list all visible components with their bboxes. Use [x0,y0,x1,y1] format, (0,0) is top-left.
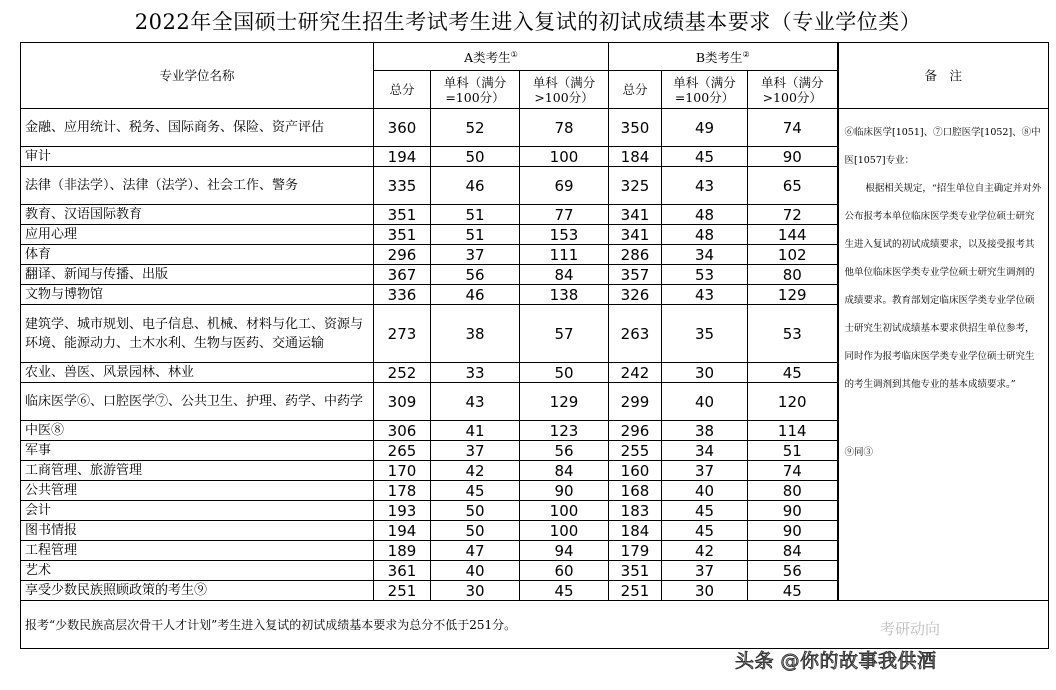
score-cell-a-single-gt100: 129 [520,383,609,421]
score-cell-b-single-gt100: 51 [748,441,838,461]
header-a-single-100: 单科（满分 =100分） [431,71,520,109]
header-b-single-100: 单科（满分 =100分） [662,71,748,109]
score-cell-b-single-100: 43 [662,285,748,305]
score-cell-a-single-100: 42 [431,461,520,481]
header-group-b: B类考生② [609,43,838,71]
score-cell-a-single-100: 51 [431,205,520,225]
score-cell-a-single-100: 37 [431,441,520,461]
score-cell-a-total: 306 [374,421,431,441]
score-cell-a-total: 252 [374,363,431,383]
score-cell-a-single-gt100: 100 [520,147,609,167]
score-table [20,42,1049,649]
score-cell-a-total: 251 [374,581,431,601]
watermark: 头条 @你的故事我供酒 [735,650,937,672]
score-cell-a-single-gt100: 60 [520,561,609,581]
score-cell-a-single-100: 33 [431,363,520,383]
score-cell-a-single-gt100: 84 [520,461,609,481]
score-cell-b-single-gt100: 129 [748,285,838,305]
score-cell-a-single-100: 45 [431,481,520,501]
major-name-cell: 农业、兽医、风景园林、林业 [21,363,374,383]
score-cell-a-single-gt100: 78 [520,109,609,147]
score-cell-b-single-100: 37 [662,461,748,481]
score-cell-a-total: 351 [374,225,431,245]
major-name-cell: 建筑学、城市规划、电子信息、机械、材料与化工、资源与环境、能源动力、土木水利、生物与医药、交通运输 [21,305,374,363]
score-cell-b-single-gt100: 45 [748,363,838,383]
score-cell-b-single-100: 34 [662,245,748,265]
score-cell-b-single-100: 45 [662,147,748,167]
remark-p1: ⑥临床医学[1051]、⑦口腔医学[1052]、⑧中医[1057]专业： [844,127,1041,166]
score-cell-b-total: 341 [609,205,662,225]
score-cell-a-single-100: 47 [431,541,520,561]
table-row [21,109,1049,147]
remark-p2: 根据相关规定，“招生单位自主确定并对外公布报考本单位临床医学类专业学位硕士研究生进入复试的初试成绩要求，以及接受报考其他单位临床医学类专业学位硕士研究生调剂的成绩要求。教育部划定临床医学类专业学位硕士研究生初试成绩基本要求供招生单位参考，同时作为报考临床医学类专业学位硕士研究生的考生调剂到其他专业的基本成绩要求。” [844,183,1042,390]
score-cell-b-single-gt100: 72 [748,205,838,225]
score-cell-a-total: 336 [374,285,431,305]
score-cell-a-total: 273 [374,305,431,363]
score-cell-b-single-gt100: 144 [748,225,838,245]
score-cell-b-total: 184 [609,147,662,167]
score-cell-b-single-gt100: 90 [748,147,838,167]
header-b-single-gt100: 单科（满分 >100分） [748,71,838,109]
score-cell-b-total: 179 [609,541,662,561]
major-name-cell: 艺术 [21,561,374,581]
score-cell-b-single-gt100: 84 [748,541,838,561]
score-cell-b-single-100: 34 [662,441,748,461]
major-name-cell: 工商管理、旅游管理 [21,461,374,481]
major-name-cell: 享受少数民族照顾政策的考生⑨ [21,581,374,601]
score-cell-b-single-100: 49 [662,109,748,147]
remark-cell [838,109,1049,601]
major-name-cell: 会计 [21,501,374,521]
score-cell-a-single-100: 38 [431,305,520,363]
score-cell-a-single-gt100: 153 [520,225,609,245]
major-name-cell: 图书情报 [21,521,374,541]
score-cell-b-single-100: 45 [662,501,748,521]
major-name-cell: 法律（非法学）、法律（法学）、社会工作、警务 [21,167,374,205]
score-cell-b-single-100: 30 [662,581,748,601]
score-cell-b-total: 251 [609,581,662,601]
score-cell-a-total: 265 [374,441,431,461]
score-cell-b-total: 299 [609,383,662,421]
score-cell-a-total: 360 [374,109,431,147]
score-cell-b-single-gt100: 74 [748,109,838,147]
score-cell-b-single-100: 53 [662,265,748,285]
score-cell-b-single-gt100: 74 [748,461,838,481]
score-cell-a-single-gt100: 90 [520,481,609,501]
score-cell-b-total: 286 [609,245,662,265]
score-cell-a-single-gt100: 123 [520,421,609,441]
score-cell-b-total: 168 [609,481,662,501]
score-cell-b-total: 242 [609,363,662,383]
major-name-cell: 工程管理 [21,541,374,561]
score-cell-a-total: 296 [374,245,431,265]
score-cell-b-total: 351 [609,561,662,581]
score-cell-b-total: 296 [609,421,662,441]
score-cell-b-total: 263 [609,305,662,363]
major-name-cell: 翻译、新闻与传播、出版 [21,265,374,285]
score-cell-b-single-100: 35 [662,305,748,363]
score-cell-a-single-100: 37 [431,245,520,265]
watermark-secondary: 考研动向 [880,620,941,638]
header-a-single-gt100: 单科（满分 >100分） [520,71,609,109]
score-cell-a-single-gt100: 100 [520,521,609,541]
score-cell-b-single-gt100: 90 [748,501,838,521]
score-cell-a-single-gt100: 57 [520,305,609,363]
major-name-cell: 应用心理 [21,225,374,245]
score-cell-a-single-gt100: 138 [520,285,609,305]
score-cell-b-total: 255 [609,441,662,461]
score-cell-a-single-gt100: 84 [520,265,609,285]
header-b-total: 总分 [609,71,662,109]
score-cell-a-single-gt100: 100 [520,501,609,521]
score-cell-b-single-gt100: 80 [748,481,838,501]
score-cell-b-single-100: 40 [662,383,748,421]
score-cell-a-total: 367 [374,265,431,285]
score-cell-a-single-100: 50 [431,501,520,521]
score-cell-b-single-100: 30 [662,363,748,383]
score-cell-b-single-gt100: 56 [748,561,838,581]
score-cell-b-single-100: 38 [662,421,748,441]
header-a-total: 总分 [374,71,431,109]
remark-p3: ⑨同③ [844,447,874,458]
score-cell-a-total: 170 [374,461,431,481]
score-cell-b-single-100: 43 [662,167,748,205]
score-cell-a-single-100: 41 [431,421,520,441]
score-cell-b-single-100: 48 [662,225,748,245]
major-name-cell: 体育 [21,245,374,265]
score-cell-a-single-gt100: 45 [520,581,609,601]
score-cell-a-single-100: 46 [431,285,520,305]
major-name-cell: 中医⑧ [21,421,374,441]
major-name-cell: 教育、汉语国际教育 [21,205,374,225]
major-name-cell: 金融、应用统计、税务、国际商务、保险、资产评估 [21,109,374,147]
score-cell-a-single-gt100: 77 [520,205,609,225]
score-cell-a-single-100: 51 [431,225,520,245]
score-cell-a-total: 194 [374,147,431,167]
page-title: 2022年全国硕士研究生招生考试考生进入复试的初试成绩基本要求（专业学位类） [134,10,922,34]
score-cell-a-total: 189 [374,541,431,561]
score-cell-b-single-gt100: 80 [748,265,838,285]
score-cell-b-single-gt100: 102 [748,245,838,265]
major-name-cell: 公共管理 [21,481,374,501]
score-cell-a-single-100: 50 [431,147,520,167]
header-group-a: A类考生① [374,43,609,71]
score-cell-a-single-gt100: 56 [520,441,609,461]
major-name-cell: 文物与博物馆 [21,285,374,305]
score-cell-a-total: 194 [374,521,431,541]
score-cell-b-total: 341 [609,225,662,245]
score-cell-b-total: 160 [609,461,662,481]
score-cell-a-single-100: 46 [431,167,520,205]
score-cell-a-single-gt100: 94 [520,541,609,561]
score-cell-a-single-100: 50 [431,521,520,541]
score-cell-a-single-100: 52 [431,109,520,147]
score-cell-a-single-100: 30 [431,581,520,601]
score-cell-a-single-gt100: 50 [520,363,609,383]
score-cell-b-single-gt100: 65 [748,167,838,205]
score-cell-b-single-100: 42 [662,541,748,561]
score-cell-a-total: 193 [374,501,431,521]
score-cell-b-total: 183 [609,501,662,521]
major-name-cell: 军事 [21,441,374,461]
score-cell-b-single-gt100: 53 [748,305,838,363]
score-cell-b-single-100: 37 [662,561,748,581]
score-cell-b-total: 357 [609,265,662,285]
score-cell-a-total: 361 [374,561,431,581]
score-cell-b-total: 325 [609,167,662,205]
major-name-cell: 审计 [21,147,374,167]
score-cell-b-single-gt100: 45 [748,581,838,601]
major-name-cell: 临床医学⑥、口腔医学⑦、公共卫生、护理、药学、中药学 [21,383,374,421]
score-cell-b-total: 350 [609,109,662,147]
score-cell-a-total: 178 [374,481,431,501]
score-cell-b-single-100: 40 [662,481,748,501]
score-cell-a-total: 351 [374,205,431,225]
footer-note: 报考“少数民族高层次骨干人才计划”考生进入复试的初试成绩基本要求为总分不低于251分。 [21,601,1049,649]
header-remark: 备 注 [838,43,1049,109]
score-cell-a-single-100: 43 [431,383,520,421]
score-cell-a-single-100: 40 [431,561,520,581]
score-cell-a-total: 309 [374,383,431,421]
score-cell-b-single-100: 48 [662,205,748,225]
score-cell-b-single-gt100: 114 [748,421,838,441]
score-cell-a-single-gt100: 111 [520,245,609,265]
score-cell-b-single-gt100: 120 [748,383,838,421]
score-cell-b-total: 326 [609,285,662,305]
score-cell-b-single-gt100: 90 [748,521,838,541]
score-cell-a-total: 335 [374,167,431,205]
score-cell-a-single-100: 56 [431,265,520,285]
score-cell-b-total: 184 [609,521,662,541]
score-cell-a-single-gt100: 69 [520,167,609,205]
header-major-name: 专业学位名称 [21,43,374,109]
score-cell-b-single-100: 45 [662,521,748,541]
